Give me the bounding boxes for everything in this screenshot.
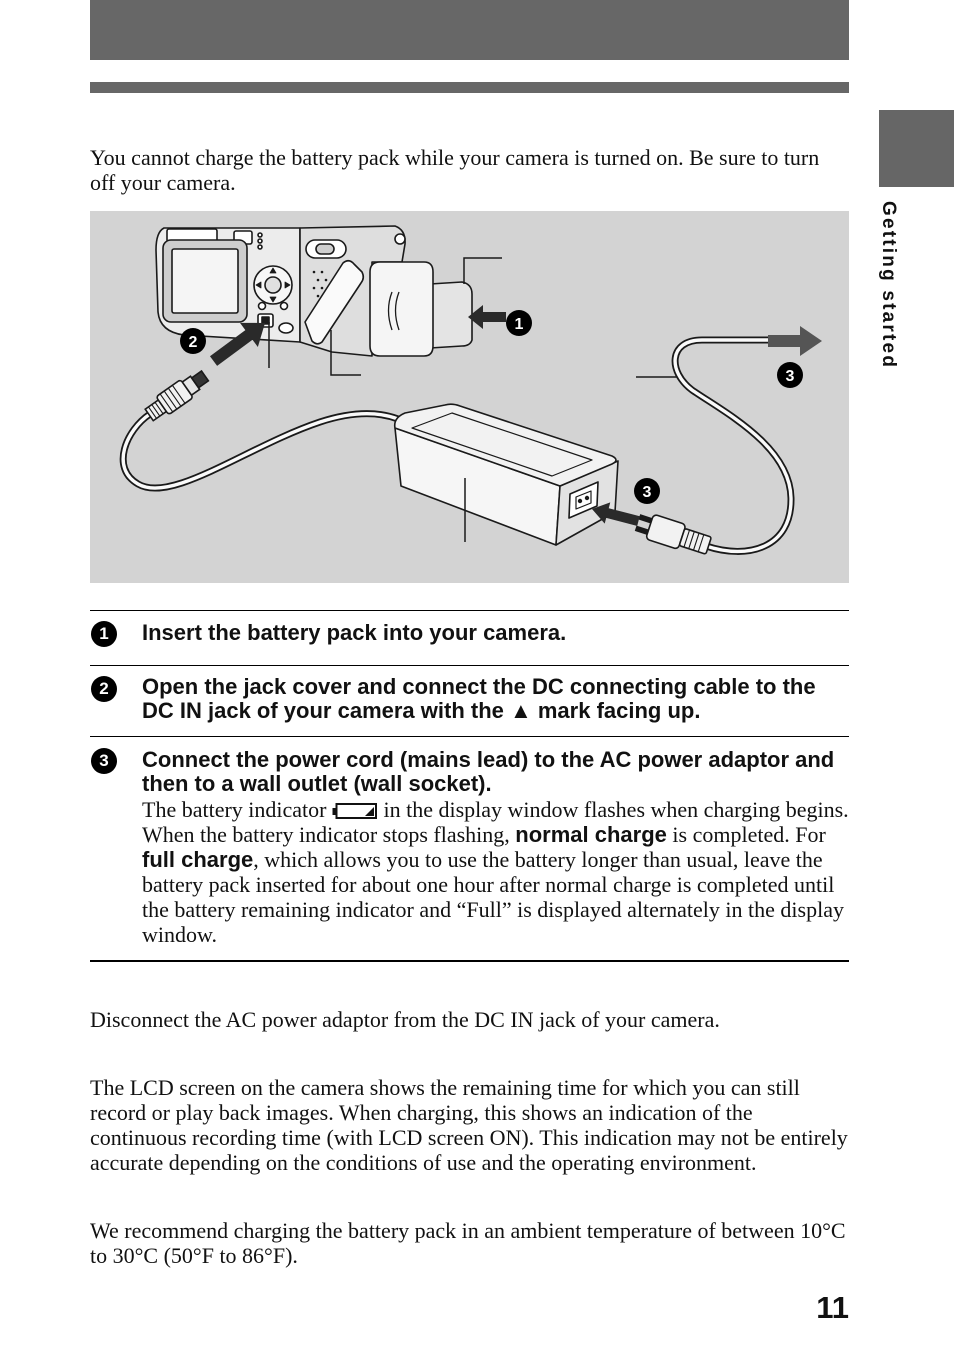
ac-power-adaptor [395,404,618,545]
remaining-time-paragraph: The LCD screen on the camera shows the remaining time for which you can still record or play back images. When charging, this shows an indication of the continuous recording time (with LCD screen ON). This indication may not be entirely accurate depending on the conditions of use and the operating environment. [90,1075,848,1175]
figure-marker-battery [506,310,532,336]
step-3-description [142,797,849,947]
figure-marker-adaptor-inlet [634,478,660,504]
battery-pack [370,262,472,356]
section-tab [879,110,954,187]
step-3-text: is completed. For [666,822,826,847]
power-cord [675,340,791,551]
indicator-dot [258,233,262,237]
page-number: 11 [816,1290,849,1325]
step-1-title: Insert the battery pack into your camera. [142,620,567,645]
normal-charge-term: normal charge [515,822,667,847]
step-3-text: , which allows you to use the battery longer than usual, leave the battery pack inserted for about one hour after normal charge is completed until the battery remaining indicator and “Full” is displayed alternately in the display window. [142,847,844,947]
disconnect-paragraph: Disconnect the AC power adaptor from the DC IN jack of your camera. [90,1007,720,1032]
step-3-text: in the display window flashes when charging begins. When the battery indicator stops flashing, [142,797,849,847]
figure-marker-label: 2 [188,334,198,351]
indicator-dot [258,239,262,243]
camera-button [279,323,293,333]
temperature-paragraph: We recommend charging the battery pack in an ambient temperature of between 10°C to 30°C (50°F to 86°F). [90,1218,846,1268]
indicator-dot [258,245,262,249]
control-pad-center [265,277,281,293]
wall-outlet-arrow [768,326,822,356]
open-switch-knob [316,244,334,254]
step-divider [90,736,849,737]
camera-button [259,303,266,310]
step-2-title: Open the jack cover and connect the DC connecting cable to the DC IN jack of your camera with the ▲ mark facing up. [142,674,816,723]
step-divider [90,610,849,611]
step-3 [142,748,849,947]
step-2-number: 2 [91,676,117,702]
charging-illustration [90,211,849,583]
charging-diagram [90,211,849,583]
dc-connecting-cable [123,414,412,488]
ac-plug [634,510,712,558]
lcd-screen [172,249,238,313]
step-3-title: Connect the power cord (mains lead) to the AC power adaptor and then to a wall outlet (wall socket). [142,747,835,796]
figure-marker-dc-in [180,328,206,354]
intro-paragraph: You cannot charge the battery pack while your camera is turned on. Be sure to turn off your camera. [90,145,820,195]
figure-marker-label: 1 [514,316,524,333]
step-1-number: 1 [91,621,117,647]
figure-marker-wall-outlet [777,362,803,388]
battery-indicator-icon [332,802,378,820]
battery-leader-line [464,258,502,284]
insert-battery-arrow [468,305,506,329]
header-bar [90,0,849,60]
steps-end-rule [90,960,849,962]
full-charge-term: full charge [142,847,254,872]
dc-plug [143,367,211,424]
figure-marker-label: 3 [642,484,652,501]
header-rule [90,82,849,93]
step-divider [90,665,849,666]
strap-lug [395,234,405,244]
section-label: Getting started [878,201,899,370]
figure-marker-label: 3 [785,368,795,385]
dc-in-jack-socket [262,317,269,324]
camera-button [281,303,288,310]
step-3-text: The battery indicator [142,797,332,822]
step-3-number: 3 [91,748,117,774]
